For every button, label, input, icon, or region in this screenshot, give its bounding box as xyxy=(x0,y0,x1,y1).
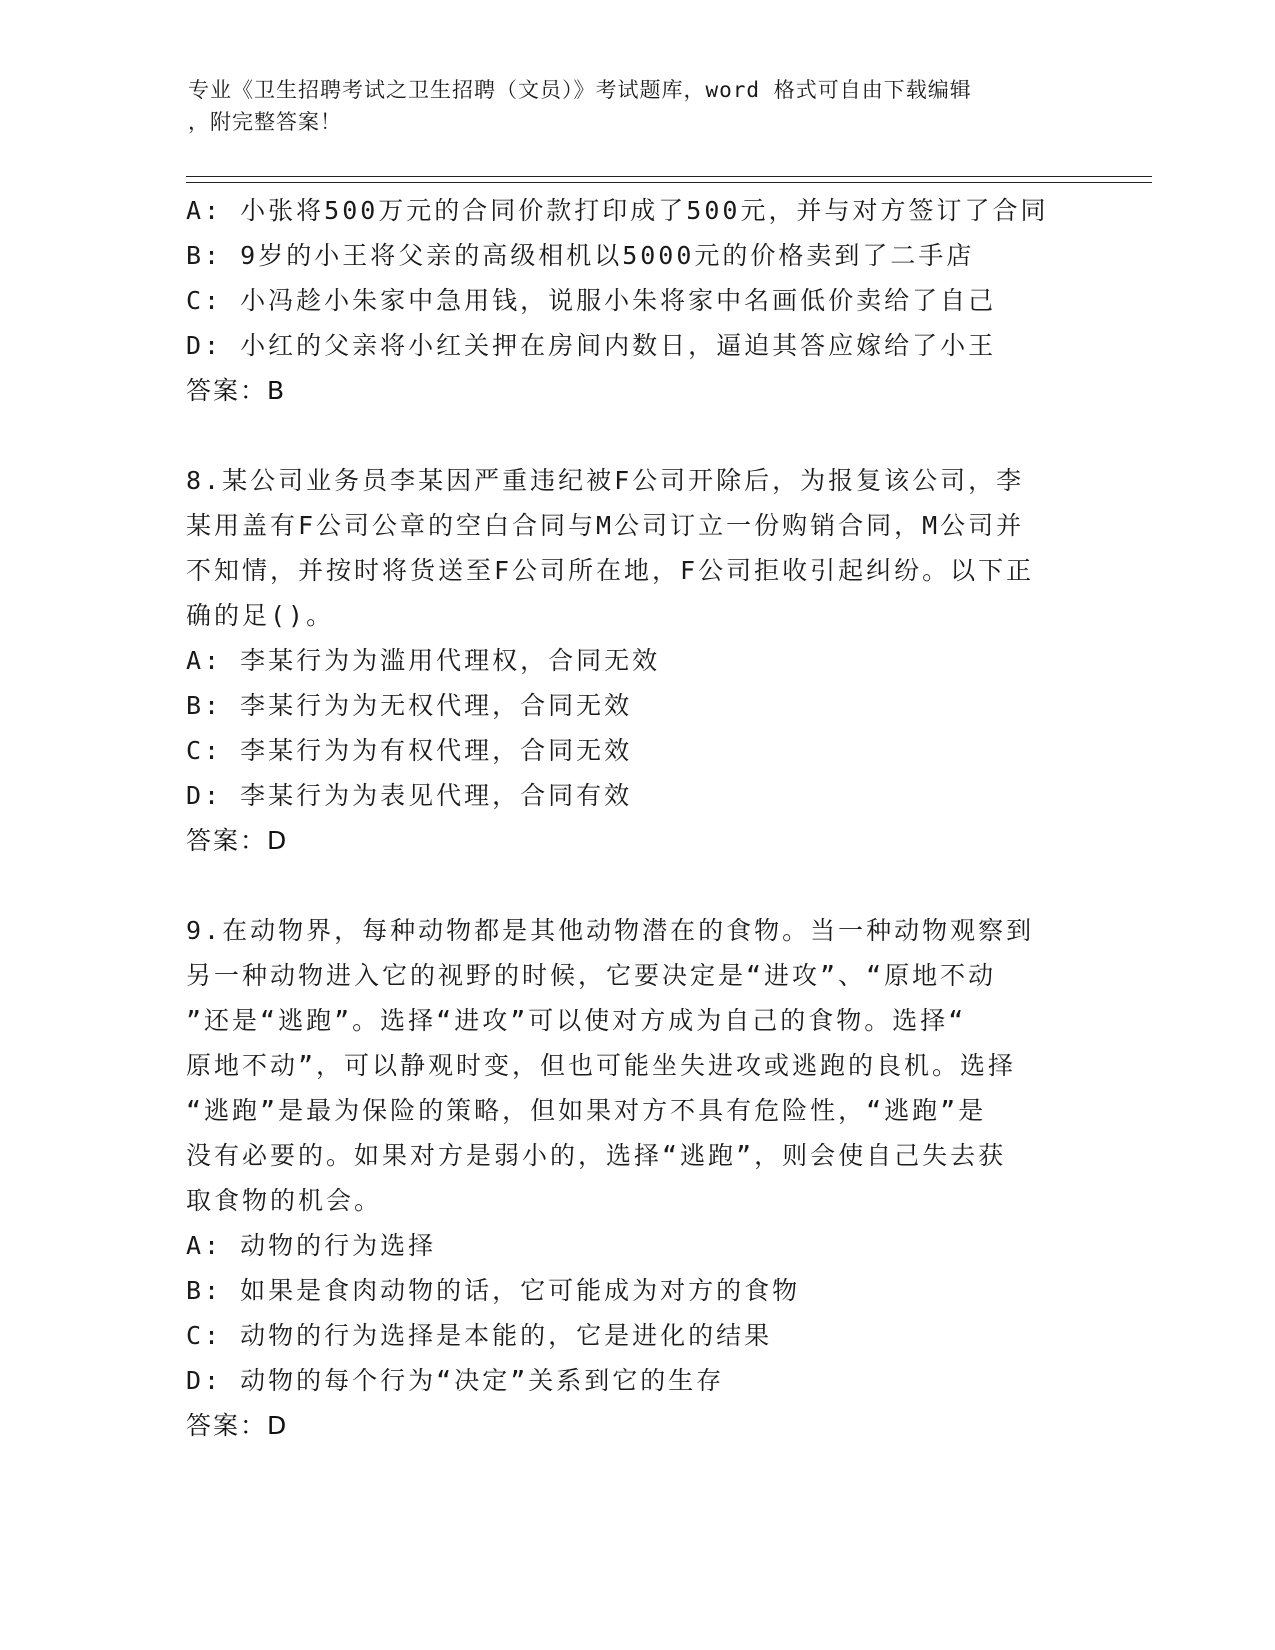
q9-stem-line: 没有必要的。如果对方是弱小的，选择“逃跑”，则会使自己失去获 xyxy=(186,1141,1007,1170)
q9-stem-line: 原地不动”，可以静观时变，但也可能坐失进攻或逃跑的良机。选择 xyxy=(186,1051,1017,1080)
q8-option-a: A: 李某行为为滥用代理权，合同无效 xyxy=(186,646,661,675)
q9-option-a: A: 动物的行为选择 xyxy=(186,1231,437,1260)
q8-option-b: B: 李某行为为无权代理，合同无效 xyxy=(186,691,633,720)
question-9 xyxy=(186,908,1086,1448)
q9-stem-line: “逃跑”是最为保险的策略，但如果对方不具有危险性，“逃跑”是 xyxy=(186,1096,987,1125)
q7-option-c: C: 小冯趁小朱家中急用钱，说服小朱将家中名画低价卖给了自己 xyxy=(186,286,997,315)
q7-option-d: D: 小红的父亲将小红关押在房间内数日，逼迫其答应嫁给了小王 xyxy=(186,331,997,360)
q9-answer: 答案：D xyxy=(186,1411,289,1440)
q9-option-d: D: 动物的每个行为“决定”关系到它的生存 xyxy=(186,1366,725,1395)
q8-stem-line: 不知情，并按时将货送至F公司所在地，F公司拒收引起纠纷。以下正 xyxy=(186,556,1035,585)
document-body xyxy=(186,188,1086,1448)
q8-answer: 答案：D xyxy=(186,826,289,855)
q8-stem-line: 8.某公司业务员李某因严重违纪被F公司开除后，为报复该公司，李 xyxy=(186,466,1025,495)
header-line-2: ，附完整答案！ xyxy=(188,110,342,134)
q8-option-d: D: 李某行为为表见代理，合同有效 xyxy=(186,781,633,810)
q9-stem-line: 另一种动物进入它的视野的时候，它要决定是“进攻”、“原地不动 xyxy=(186,961,997,990)
q8-stem-line: 确的足()。 xyxy=(186,601,335,630)
document-header xyxy=(188,74,1088,138)
header-line-1: 专业《卫生招聘考试之卫生招聘（文员）》考试题库，word 格式可自由下载编辑 xyxy=(188,78,972,102)
q9-stem-line: 取食物的机会。 xyxy=(186,1186,383,1215)
q8-stem xyxy=(186,458,1086,638)
q9-stem-line: 9.在动物界，每种动物都是其他动物潜在的食物。当一种动物观察到 xyxy=(186,916,1035,945)
question-8 xyxy=(186,458,1086,863)
q8-option-c: C: 李某行为为有权代理，合同无效 xyxy=(186,736,633,765)
q7-option-b: B: 9岁的小王将父亲的高级相机以5000元的价格卖到了二手店 xyxy=(186,241,975,270)
q7-answer: 答案：B xyxy=(186,376,287,405)
q9-option-c: C: 动物的行为选择是本能的，它是进化的结果 xyxy=(186,1321,773,1350)
q9-stem-line: ”还是“逃跑”。选择“进攻”可以使对方成为自己的食物。选择“ xyxy=(186,1006,967,1035)
header-divider-top xyxy=(186,176,1152,177)
header-divider-bottom xyxy=(186,182,1152,183)
q9-stem xyxy=(186,908,1086,1223)
question-7 xyxy=(186,188,1086,413)
q9-option-b: B: 如果是食肉动物的话，它可能成为对方的食物 xyxy=(186,1276,801,1305)
q8-stem-line: 某用盖有F公司公章的空白合同与M公司订立一份购销合同，M公司并 xyxy=(186,511,1025,540)
q7-option-a: A: 小张将500万元的合同价款打印成了500元，并与对方签订了合同 xyxy=(186,196,1049,225)
